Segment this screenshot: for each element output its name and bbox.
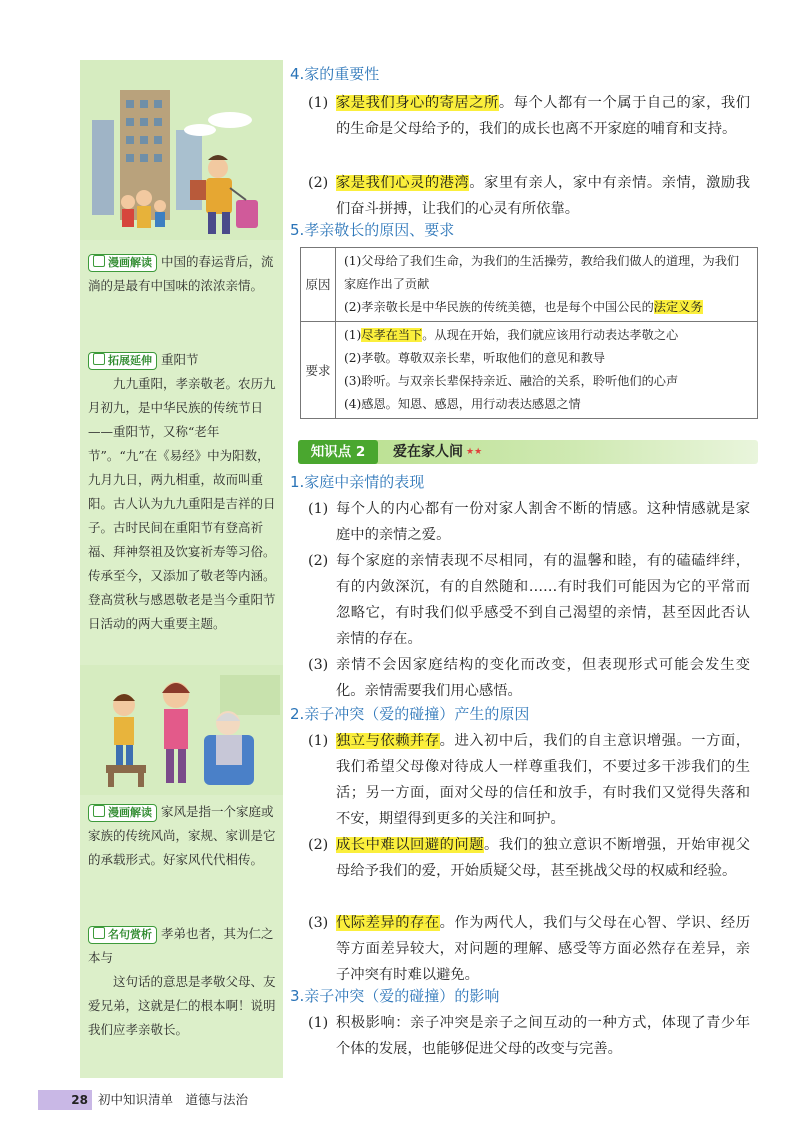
- cartoon-note-text: 家风是指一个家庭或家族的传统风尚，家规、家训是它的承载形式。好家风代代相传。: [88, 804, 276, 867]
- cartoon-note-1: [88, 250, 278, 298]
- knowledge-point-banner: [298, 440, 758, 464]
- tag-icon: [93, 353, 105, 365]
- item-text: 每个家庭的亲情表现不尽相同，有的温馨和睦，有的磕磕绊绊，有的内敛深沉，有的自然随和……有时我们可能因为它的平常而忽略它，有时我们似乎感受不到自己渴望的亲情，甚至因此否认亲情的存在。: [336, 553, 750, 647]
- reason-2: [344, 296, 751, 319]
- cartoon-interpret-tag: [88, 254, 157, 272]
- requirement-4: (4)感恩。知恩、感恩，用行动表达感恩之情: [344, 397, 581, 411]
- item-number: (2): [308, 175, 329, 191]
- item-number: (1): [308, 1015, 329, 1031]
- page-number: 28: [71, 1093, 88, 1107]
- highlight-text: 成长中难以回避的问题: [336, 837, 485, 853]
- point-4-1: [308, 90, 750, 142]
- spring-festival-travel-illustration: [80, 60, 283, 240]
- requirement-3: (3)聆听。与双亲长辈保持亲近、融洽的关系，聆听他们的心声: [344, 374, 679, 388]
- tag-label: 拓展延伸: [108, 354, 152, 367]
- item-text: 。每个人都有一个属于自己的家，我们的生命是父母给予的，我们的成长也离不开家庭的哺育和支持。: [336, 95, 750, 137]
- reason-1: (1)父母给了我们生命，为我们的生活操劳，教给我们做人的道理，为我们家庭作出了贡献: [344, 254, 740, 291]
- kp-title-text: 爱在家人间: [393, 444, 463, 460]
- requirement-1: [344, 324, 751, 347]
- item-text: 。进入初中后，我们的自主意识增强。一方面，我们希望父母像对待成人一样尊重我们，不要过多干涉我们的生活；另一方面，面对父母的信任和放手，有时我们又觉得失落和不安，期望得到更多的关注和呵护。: [336, 733, 751, 827]
- star-icon: ★★: [466, 447, 483, 457]
- point-2-3: [308, 910, 750, 988]
- item-number: (3): [308, 915, 329, 931]
- section-title-home-importance: 4.家的重要性: [290, 65, 380, 83]
- item-number: (1): [308, 95, 329, 111]
- item-text: 亲情不会因家庭结构的变化而改变，但表现形式可能会发生变化。亲情需要我们用心感悟。: [336, 657, 750, 699]
- point-2-1: [308, 728, 750, 832]
- table-row-requirement: [301, 322, 757, 418]
- point-3-1: [308, 1010, 750, 1062]
- family-tradition-illustration: [80, 665, 283, 795]
- extension-title: 重阳节: [161, 352, 199, 367]
- tag-label: 名句赏析: [108, 928, 152, 941]
- extension-note: [88, 348, 278, 636]
- requirement-label: 要求: [301, 322, 336, 418]
- famous-quote-tag: [88, 926, 157, 944]
- book-title: 初中知识清单 道德与法治: [98, 1092, 249, 1107]
- tag-label: 漫画解读: [108, 256, 152, 269]
- item-number: (1): [344, 328, 362, 342]
- highlight-text: 法定义务: [653, 300, 703, 314]
- section-title-family-love: 1.家庭中亲情的表现: [290, 473, 425, 491]
- highlight-text: 家是我们心灵的港湾: [336, 175, 470, 191]
- point-2-2: [308, 832, 750, 884]
- point-1-1: [308, 496, 750, 548]
- extension-text: 九九重阳，孝亲敬老。农历九月初九，是中华民族的传统节日——重阳节，又称“老年节”。“九”在《易经》中为阳数，九月九日，两九相重，故而叫重阳。古人认为九九重阳是吉祥的日子。古时民间在重阳节有登高祈福、拜神祭祖及饮宴祈寿等习俗。传承至今，又添加了敬老等内涵。登高赏秋与感恩敬老是当今重阳节日活动的两大重要主题。: [88, 376, 276, 631]
- reason-label: 原因: [301, 248, 336, 321]
- item-number: (1): [308, 501, 329, 517]
- point-1-3: [308, 652, 750, 704]
- reason-2-text: (2)孝亲敬长是中华民族的传统美德，也是每个中国公民的: [344, 300, 654, 314]
- knowledge-point-title: [393, 440, 482, 464]
- item-text: 每个人的内心都有一份对家人割舍不断的情感。这种情感就是家庭中的亲情之爱。: [336, 501, 750, 543]
- knowledge-point-badge: 知识点 2: [298, 440, 378, 464]
- quote-text: 孝弟也者，其为仁之本与: [88, 926, 274, 965]
- item-text: 。我们的独立意识不断增强，开始审视父母给予我们的爱，开始质疑父母，甚至挑战父母的权威和经验。: [336, 837, 751, 879]
- tag-icon: [93, 927, 105, 939]
- item-number: (2): [308, 553, 329, 569]
- item-number: (3): [308, 657, 329, 673]
- highlight-text: 家是我们身心的寄居之所: [336, 95, 499, 111]
- tag-icon: [93, 805, 105, 817]
- highlight-text: 尽孝在当下: [361, 328, 423, 342]
- item-number: (1): [308, 733, 329, 749]
- tag-icon: [93, 255, 105, 267]
- requirement-2: (2)孝敬。尊敬双亲长辈，听取他们的意见和教导: [344, 351, 606, 365]
- cartoon-note-text: 中国的春运背后，流淌的是最有中国味的浓浓亲情。: [88, 254, 274, 293]
- tag-label: 漫画解读: [108, 806, 152, 819]
- famous-quote-note: [88, 922, 278, 1042]
- highlight-text: 独立与依赖并存: [336, 733, 440, 749]
- section-title-conflict-effects: 3.亲子冲突（爱的碰撞）的影响: [290, 987, 500, 1005]
- section-title-filial-piety: 5.孝亲敬长的原因、要求: [290, 221, 455, 239]
- cartoon-note-2: [88, 800, 278, 872]
- table-row-reason: [301, 248, 757, 322]
- highlight-text: 代际差异的存在: [336, 915, 440, 931]
- item-text: 积极影响：亲子冲突是亲子之间互动的一种方式，体现了青少年个体的发展，也能够促进父母的改变与完善。: [336, 1015, 750, 1057]
- extension-tag: [88, 352, 157, 370]
- item-text: 。作为两代人，我们与父母在心智、学识、经历等方面差异较大，对问题的理解、感受等方面必然存在差异，亲子冲突有时难以避免。: [336, 915, 751, 983]
- requirement-1-text: 。从现在开始，我们就应该用行动表达孝敬之心: [422, 328, 679, 342]
- sidebar: [80, 60, 283, 1078]
- point-1-2: [308, 548, 750, 652]
- point-4-2: [308, 170, 750, 222]
- item-number: (2): [308, 837, 329, 853]
- section-title-conflict-causes: 2.亲子冲突（爱的碰撞）产生的原因: [290, 705, 530, 723]
- item-text: 。家里有亲人，家中有亲情。亲情，激励我们奋斗拼搏，让我们的心灵有所依靠。: [336, 175, 750, 217]
- cartoon-interpret-tag: [88, 804, 157, 822]
- filial-piety-table: [300, 247, 758, 419]
- quote-explanation: 这句话的意思是孝敬父母、友爱兄弟，这就是仁的根本啊！说明我们应孝亲敬长。: [88, 974, 276, 1037]
